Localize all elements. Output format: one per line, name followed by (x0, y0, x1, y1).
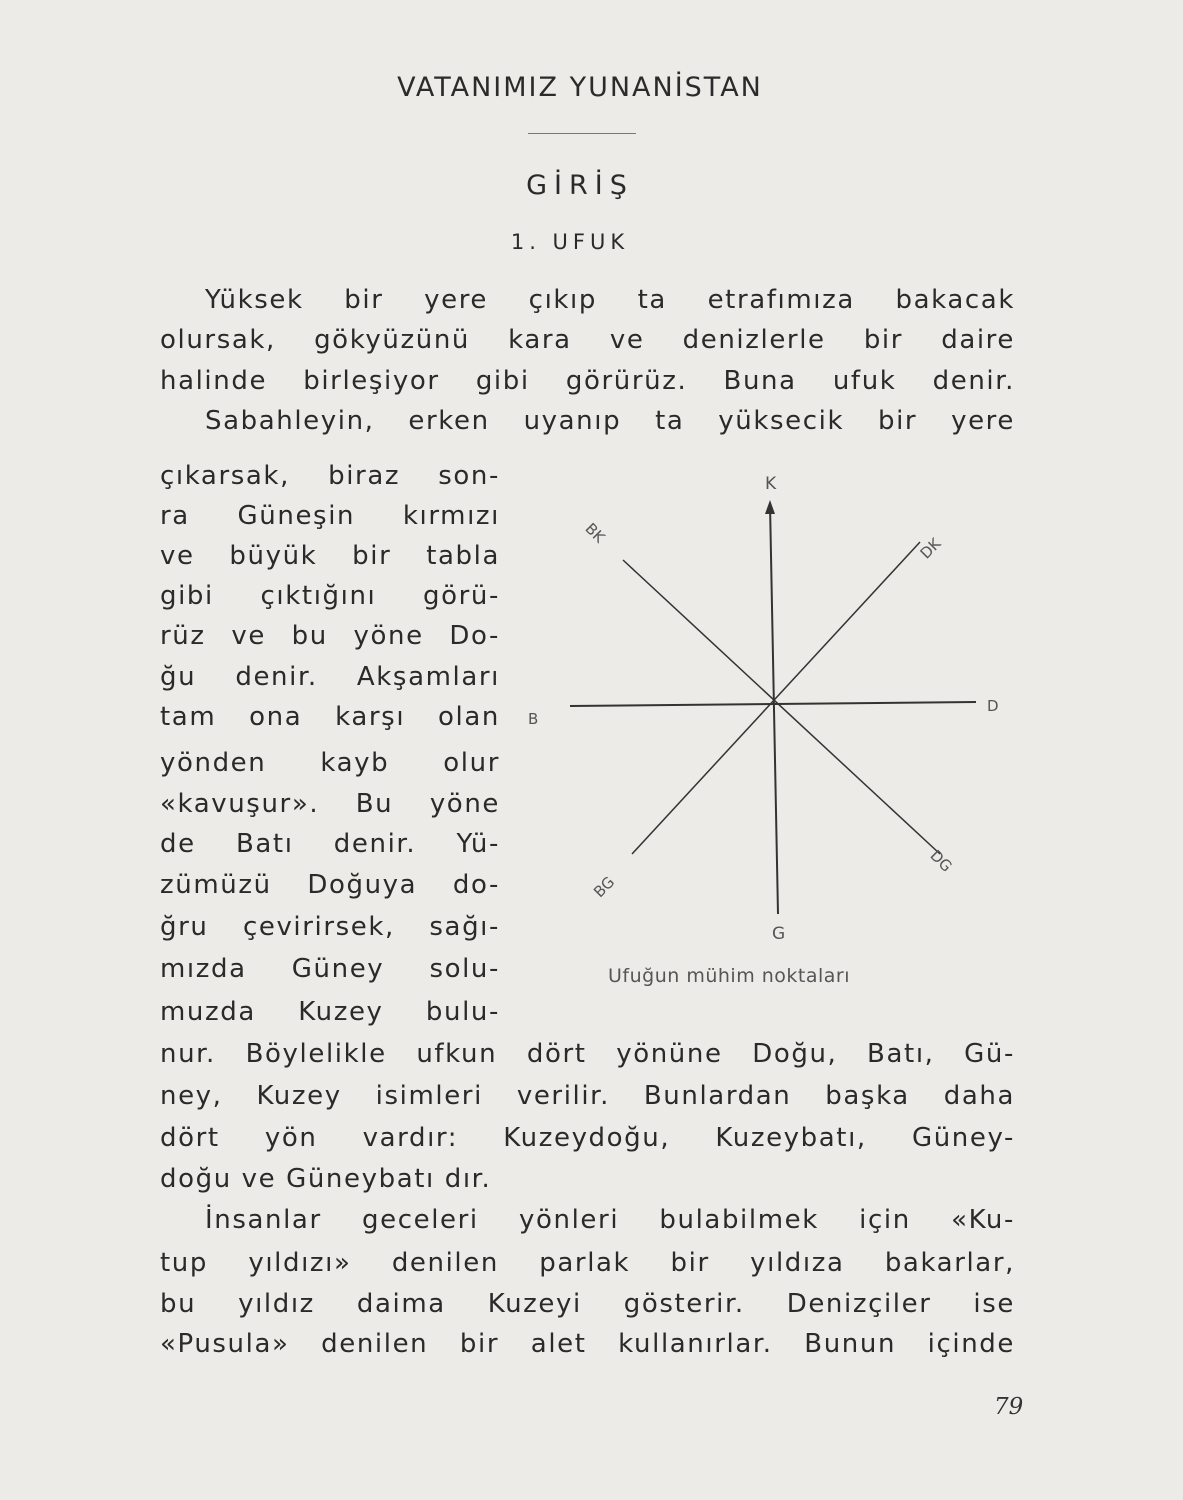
text-line: doğu ve Güneybatı dır. (160, 1164, 492, 1194)
text-line: zümüzü Doğuya do- (160, 870, 500, 900)
label-south: G (772, 924, 786, 944)
text-line: ğru çevirirsek, sağı- (160, 912, 500, 942)
text-line: ney, Kuzey isimleri verilir. Bunlardan başka daha (160, 1081, 1015, 1111)
text-line: rüz ve bu yöne Do- (160, 621, 500, 651)
label-northwest: BK (581, 519, 609, 547)
label-northeast: DK (916, 534, 945, 563)
text-line: ğu denir. Akşamları (160, 662, 500, 692)
label-southwest: BG (590, 873, 619, 902)
label-southeast: DG (926, 846, 956, 876)
text-line: tam ona karşı olan (160, 702, 500, 732)
chapter-title: GİRİŞ (526, 170, 634, 201)
page-number: 79 (994, 1394, 1024, 1420)
text-line: ve büyük bir tabla (160, 541, 500, 571)
text-line: muzda Kuzey bulu- (160, 997, 500, 1027)
text-line: gibi çıktığını görü- (160, 581, 500, 611)
running-head: VATANIMIZ YUNANİSTAN (397, 72, 763, 103)
text-line: dört yön vardır: Kuzeydoğu, Kuzeybatı, Güney- (160, 1123, 1015, 1153)
label-west: B (528, 710, 539, 728)
title-rule (528, 133, 636, 134)
text-line: mızda Güney solu- (160, 954, 500, 984)
figure-caption: Ufuğun mühim noktaları (608, 965, 851, 987)
text-line: tup yıldızı» denilen parlak bir yıldıza bakarlar, (160, 1248, 1015, 1278)
compass-diagram (520, 462, 1010, 1002)
text-line: çıkarsak, biraz son- (160, 461, 500, 491)
text-line: olursak, gökyüzünü kara ve denizlerle bir daire (160, 325, 1015, 355)
label-east: D (987, 697, 999, 715)
text-line: «Pusula» denilen bir alet kullanırlar. Bunun içinde (160, 1329, 1015, 1359)
northwest-southeast-axis (623, 560, 940, 854)
section-title: 1. UFUK (510, 230, 630, 254)
text-line: halinde birleşiyor gibi görürüz. Buna ufuk denir. (160, 366, 1015, 396)
text-line: ra Güneşin kırmızı (160, 501, 500, 531)
text-line: «kavuşur». Bu yöne (160, 789, 500, 819)
text-line: de Batı denir. Yü- (160, 829, 500, 859)
text-line: bu yıldız daima Kuzeyi gösterir. Denizçiler ise (160, 1289, 1015, 1319)
north-south-axis (770, 504, 778, 914)
label-north: K (765, 474, 777, 494)
text-line: nur. Böylelikle ufkun dört yönüne Doğu, Batı, Gü- (160, 1039, 1015, 1069)
north-arrow-icon (765, 500, 775, 514)
text-line: yönden kayb olur (160, 748, 500, 778)
text-line: İnsanlar geceleri yönleri bulabilmek için «Ku- (205, 1205, 1015, 1235)
text-line: Yüksek bir yere çıkıp ta etrafımıza bakacak (205, 285, 1015, 315)
text-line: Sabahleyin, erken uyanıp ta yüksecik bir yere (205, 406, 1015, 436)
